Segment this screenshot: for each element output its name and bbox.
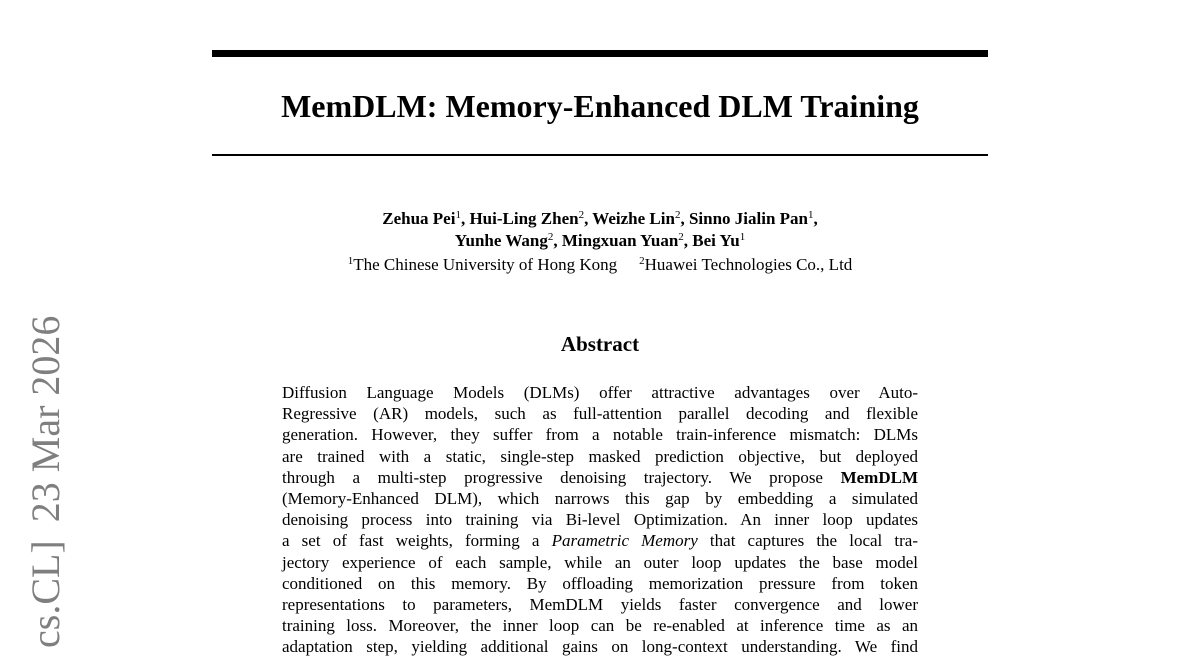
abstract-line <box>282 552 918 573</box>
arxiv-stamp <box>24 316 68 648</box>
abstract-line <box>282 636 918 657</box>
author-name: Sinno Jialin Pan <box>688 209 808 228</box>
abstract-line <box>282 424 918 445</box>
author-name: Hui-Ling Zhen <box>469 209 579 228</box>
affiliation-marker: 2 <box>639 255 645 267</box>
abstract-text: through a multi-step progressive denoising trajectory. We propose <box>282 467 841 487</box>
author-name: Bei Yu <box>692 231 740 250</box>
abstract-body <box>282 382 918 658</box>
affiliations <box>212 254 988 276</box>
abstract-text: are trained with a static, single-step masked prediction objective, but deployed <box>282 446 918 466</box>
abstract-text: denoising process into training via Bi-level Optimization. An inner loop updates <box>282 510 918 530</box>
author-line-2 <box>212 230 988 252</box>
author-affil-marker: 2 <box>674 209 681 221</box>
affiliation-marker: 1 <box>347 255 354 267</box>
abstract-text: Regressive (AR) models, such as full-attention parallel decoding and flexible <box>282 404 918 424</box>
author-separator: , <box>680 209 689 228</box>
abstract-text: conditioned on this memory. By offloading memorization pressure from token <box>282 573 918 593</box>
title-bottom-rule <box>212 154 988 156</box>
abstract-line <box>282 530 918 551</box>
author-name: Yunhe Wang <box>454 231 548 250</box>
author-separator: , <box>813 209 818 228</box>
author-affil-marker: 2 <box>678 231 684 243</box>
abstract-line <box>282 573 918 594</box>
author-separator: , <box>553 231 562 250</box>
arxiv-date: 23 Mar 2026 <box>23 315 68 523</box>
abstract-line <box>282 488 918 509</box>
abstract-text: Diffusion Language Models (DLMs) offer attractive advantages over Auto- <box>282 383 918 402</box>
abstract-text: that captures the local tra- <box>697 531 918 551</box>
abstract-text: a set of fast weights, forming a <box>282 531 552 551</box>
abstract-text: representations to parameters, MemDLM yields faster convergence and lower <box>282 595 918 615</box>
abstract-text: jectory experience of each sample, while an outer loop updates the base model <box>282 552 918 572</box>
author-separator: , <box>584 209 593 228</box>
author-separator: , <box>683 231 693 250</box>
abstract-heading: Abstract <box>560 332 640 356</box>
abstract-line <box>282 594 918 615</box>
italic-term: Parametric Memory <box>551 531 698 551</box>
author-separator: , <box>460 209 470 228</box>
author-line-1 <box>212 208 988 230</box>
author-affil-marker: 1 <box>739 231 746 243</box>
abstract-line <box>282 467 918 488</box>
author-affil-marker: 2 <box>547 231 554 243</box>
abstract-line <box>282 509 918 530</box>
author-name: Zehua Pei <box>382 209 456 228</box>
author-name: Weizhe Lin <box>592 209 675 228</box>
title-top-rule <box>212 50 988 57</box>
author-affil-marker: 1 <box>455 209 461 221</box>
abstract-text: (Memory-Enhanced DLM), which narrows this gap by embedding a simulated <box>282 489 918 509</box>
abstract-text: generation. However, they suffer from a notable train-inference mismatch: DLMs <box>282 425 918 445</box>
affiliation-name: The Chinese University of Hong Kong <box>353 255 618 274</box>
author-list <box>212 208 988 252</box>
paper-title: MemDLM: Memory-Enhanced DLM Training <box>281 88 919 124</box>
abstract-line <box>282 382 918 403</box>
abstract-line <box>282 403 918 424</box>
arxiv-category: cs.CL] <box>23 540 68 648</box>
affiliation-name: Huawei Technologies Co., Ltd <box>644 255 853 274</box>
author-name: Mingxuan Yuan <box>561 231 679 250</box>
abstract-line <box>282 446 918 467</box>
abstract-text: adaptation step, yielding additional gains on long-context understanding. We find <box>282 637 918 657</box>
author-affil-marker: 1 <box>808 209 814 221</box>
abstract-line <box>282 615 918 636</box>
bold-term: MemDLM <box>840 467 918 487</box>
author-affil-marker: 2 <box>578 209 585 221</box>
abstract-text: training loss. Moreover, the inner loop can be re-enabled at inference time as an <box>282 616 918 636</box>
